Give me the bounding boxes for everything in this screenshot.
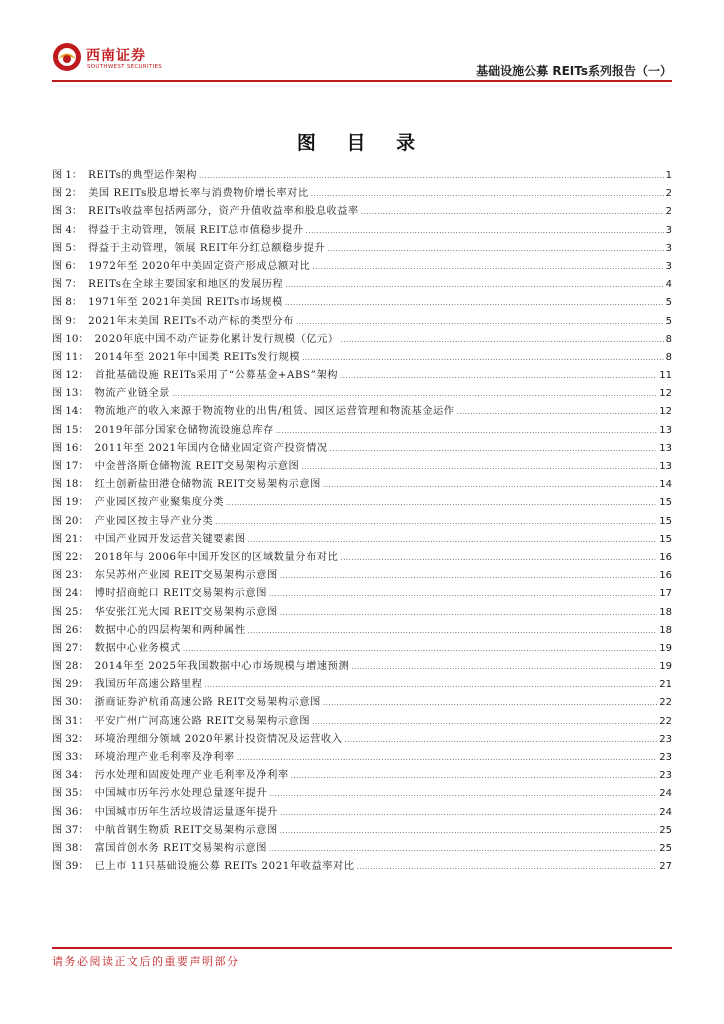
toc-entry-title: 数据中心的四层构架和两种属性 [94, 624, 246, 636]
toc-entry-number: 图 10： [52, 333, 89, 345]
toc-entry[interactable] [52, 422, 672, 440]
toc-entry-number: 图 16： [52, 442, 89, 454]
toc-entry[interactable] [52, 785, 672, 803]
toc-entry-title: 中国城市历年污水处理总量逐年提升 [94, 788, 268, 800]
toc-entry-page: 19 [659, 642, 672, 654]
toc-entry-title: 得益于主动管理，领展 REIT年分红总额稳步提升 [88, 242, 326, 254]
toc-entry-title: 已上市 11只基础设施公募 REITs 2021年收益率对比 [94, 861, 355, 873]
toc-entry-title: 1971年至 2021年美国 REITs市场规模 [88, 297, 283, 309]
toc-dot-leader [327, 240, 663, 258]
toc-entry[interactable] [52, 203, 672, 221]
toc-dot-leader [172, 385, 657, 403]
toc-entry-title: 数据中心业务模式 [94, 642, 181, 654]
toc-entry[interactable] [52, 385, 672, 403]
toc-dot-leader [280, 604, 657, 622]
toc-entry-title: REITs的典型运作架构 [88, 170, 198, 181]
toc-dot-leader [323, 694, 657, 712]
toc-entry-title: 物流产业链全景 [94, 388, 171, 400]
toc-dot-leader [312, 713, 657, 731]
page-title: 图 目 录 [296, 132, 428, 154]
header-divider [52, 80, 672, 82]
toc-dot-leader [204, 676, 657, 694]
toc-entry[interactable] [52, 185, 672, 203]
toc-entry-title: 华安张江光大园 REIT交易架构示意图 [94, 606, 278, 618]
toc-entry[interactable] [52, 531, 672, 549]
toc-entry-number: 图 7： [52, 279, 83, 291]
toc-entry[interactable] [52, 476, 672, 494]
toc-dot-leader [183, 640, 657, 658]
toc-entry[interactable] [52, 294, 672, 312]
toc-entry-title: REITs收益率包括两部分，资产升值收益率和股息收益率 [88, 206, 359, 218]
toc-entry-number: 图 5： [52, 242, 83, 254]
toc-dot-leader [280, 804, 657, 822]
toc-entry-title: 浙商证券沪杭甬高速公路 REIT交易架构示意图 [94, 697, 321, 709]
toc-entry-title: 中国产业园开发运营关键要素图 [94, 533, 246, 545]
toc-entry-title: 平安广州广河高速公路 REIT交易架构示意图 [94, 715, 311, 727]
toc-entry-number: 图 3： [52, 206, 83, 218]
toc-entry-page: 3 [665, 260, 672, 272]
toc-entry-number: 图 21： [52, 533, 89, 545]
toc-entry-title: 2014年至 2021年中国类 REITs发行规模 [94, 351, 301, 363]
toc-entry-page: 24 [659, 806, 672, 818]
toc-entry-title: 红土创新盐田港仓储物流 REIT交易架构示意图 [94, 479, 321, 491]
toc-entry[interactable] [52, 622, 672, 640]
toc-dot-leader [199, 167, 664, 185]
toc-entry-title: 产业园区按产业聚集度分类 [94, 497, 225, 509]
toc-entry-page: 16 [659, 570, 672, 582]
toc-entry[interactable] [52, 694, 672, 712]
toc-entry-title: 1972年至 2020年中美固定资产形成总额对比 [88, 260, 311, 272]
toc-entry-number: 图 36： [52, 806, 89, 818]
toc-entry[interactable] [52, 222, 672, 240]
toc-entry-number: 图 1： [52, 170, 83, 181]
logo-mark-icon [52, 42, 82, 72]
company-logo [52, 42, 172, 76]
toc-entry-page: 27 [659, 861, 672, 873]
toc-dot-leader [301, 458, 657, 476]
toc-dot-leader [457, 403, 658, 421]
toc-entry-page: 12 [659, 406, 672, 418]
toc-entry-page: 16 [659, 551, 672, 563]
toc-dot-leader [276, 422, 657, 440]
toc-entry-title: 环境治理细分领域 2020年累计投资情况及运营收入 [94, 733, 343, 745]
toc-entry-page: 12 [659, 388, 672, 400]
toc-entry[interactable] [52, 749, 672, 767]
toc-dot-leader [226, 494, 657, 512]
toc-entry-number: 图 15： [52, 424, 89, 436]
toc-entry-number: 图 11： [52, 351, 89, 363]
toc-entry[interactable] [52, 349, 672, 367]
toc-dot-leader [248, 622, 658, 640]
toc-entry[interactable] [52, 804, 672, 822]
toc-dot-leader [340, 549, 657, 567]
toc-entry-title: 东吴苏州产业园 REIT交易架构示意图 [94, 570, 278, 582]
report-series-title: 基础设施公募 REITs系列报告（一） [476, 64, 672, 78]
toc-entry-page: 13 [659, 424, 672, 436]
toc-entry-number: 图 24： [52, 588, 89, 600]
toc-entry-title: 中航首钢生物质 REIT交易架构示意图 [94, 824, 278, 836]
toc-entry[interactable] [52, 858, 672, 876]
toc-entry[interactable] [52, 549, 672, 567]
toc-entry-number: 图 12： [52, 370, 89, 382]
toc-entry-page: 2 [665, 188, 672, 200]
toc-entry[interactable] [52, 640, 672, 658]
logo-text-cn: 西南证券 [86, 48, 146, 64]
toc-entry-title: 2021年末美国 REITs不动产标的类型分布 [88, 315, 294, 327]
toc-entry-page: 18 [659, 606, 672, 618]
toc-entry[interactable] [52, 403, 672, 421]
toc-entry-page: 5 [665, 315, 672, 327]
toc-entry[interactable] [52, 367, 672, 385]
toc-dot-leader [330, 440, 658, 458]
toc-entry-number: 图 39： [52, 861, 89, 873]
toc-dot-leader [248, 531, 658, 549]
toc-dot-leader [323, 476, 657, 494]
toc-entry-page: 19 [659, 661, 672, 673]
toc-entry[interactable] [52, 731, 672, 749]
toc-entry-number: 图 25： [52, 606, 89, 618]
toc-entry-title: 富国首创水务 REIT交易架构示意图 [94, 842, 267, 854]
toc-entry[interactable] [52, 513, 672, 531]
toc-dot-leader [306, 222, 664, 240]
toc-entry[interactable] [52, 494, 672, 512]
toc-entry-page: 23 [659, 752, 672, 763]
toc-entry-title: 2014年至 2025年我国数据中心市场规模与增速预测 [94, 661, 350, 673]
logo-text-en: SOUTHWEST SECURITIES [87, 64, 163, 70]
toc-entry[interactable] [52, 276, 672, 294]
toc-entry-page: 23 [659, 770, 672, 782]
toc-entry-number: 图 14： [52, 406, 89, 418]
toc-dot-leader [357, 858, 658, 876]
toc-entry-title: 产业园区按主导产业分类 [94, 515, 214, 527]
toc-entry-number: 图 27： [52, 642, 89, 654]
toc-dot-leader [269, 785, 657, 803]
toc-entry[interactable] [52, 585, 672, 603]
toc-entry-page: 5 [665, 297, 672, 309]
toc-entry-page: 13 [659, 461, 672, 472]
toc-entry-page: 15 [659, 515, 672, 527]
toc-entry-title: 环境治理产业毛利率及净利率 [94, 752, 235, 763]
toc-entry-page: 25 [659, 824, 672, 836]
toc-dot-leader [285, 276, 663, 294]
toc-dot-leader [280, 822, 657, 840]
toc-entry-page: 2 [665, 206, 672, 218]
footer-disclaimer: 请务必阅读正文后的重要声明部分 [52, 955, 240, 968]
toc-entry-title: REITs在全球主要国家和地区的发展历程 [88, 279, 284, 291]
toc-entry-number: 图 4： [52, 224, 83, 236]
toc-entry-number: 图 2： [52, 188, 83, 200]
toc-entry-page: 14 [659, 479, 672, 491]
toc-entry[interactable] [52, 458, 672, 476]
toc-entry-number: 图 29： [52, 679, 89, 691]
toc-entry-number: 图 26： [52, 624, 89, 636]
toc-dot-leader [311, 185, 664, 203]
toc-entry-page: 23 [659, 733, 672, 745]
toc-entry-page: 4 [665, 279, 672, 291]
toc-entry-number: 图 6： [52, 260, 83, 272]
toc-entry-page: 8 [665, 351, 672, 363]
toc-entry[interactable] [52, 658, 672, 676]
toc-entry-page: 3 [665, 242, 672, 254]
toc-dot-leader [361, 203, 664, 221]
toc-dot-leader [296, 313, 664, 331]
toc-entry[interactable] [52, 240, 672, 258]
toc-entry-number: 图 17： [52, 461, 89, 472]
toc-entry[interactable] [52, 604, 672, 622]
toc-entry-title: 2020年底中国不动产证券化累计发行规模（亿元） [94, 333, 339, 345]
page-header [0, 0, 724, 82]
toc-dot-leader [285, 294, 664, 312]
toc-entry[interactable] [52, 822, 672, 840]
toc-dot-leader [269, 585, 657, 603]
toc-entry[interactable] [52, 840, 672, 858]
toc-dot-leader [340, 367, 657, 385]
toc-entry-title: 中国城市历年生活垃圾清运量逐年提升 [94, 806, 278, 818]
toc-entry-page: 25 [659, 842, 672, 854]
toc-entry-number: 图 31： [52, 715, 89, 727]
toc-entry-page: 11 [659, 370, 672, 382]
toc-entry-number: 图 8： [52, 297, 83, 309]
toc-entry-title: 我国历年高速公路里程 [94, 679, 203, 691]
toc-entry-page: 18 [659, 624, 672, 636]
toc-entry-number: 图 19： [52, 497, 89, 509]
toc-entry-title: 得益于主动管理，领展 REIT总市值稳步提升 [88, 224, 304, 236]
toc-entry-number: 图 32： [52, 733, 89, 745]
toc-entry-page: 22 [659, 697, 672, 709]
toc-entry-title: 美国 REITs股息增长率与消费物价增长率对比 [88, 188, 309, 200]
toc-entry-title: 2018年与 2006年中国开发区的区域数量分布对比 [94, 551, 339, 563]
toc-entry-number: 图 35： [52, 788, 89, 800]
toc-dot-leader [237, 749, 657, 767]
toc-entry-page: 8 [665, 333, 672, 345]
toc-entry-number: 图 28： [52, 661, 89, 673]
toc-entry-number: 图 33： [52, 752, 89, 763]
toc-dot-leader [302, 349, 663, 367]
toc-entry-title: 中金普洛斯仓储物流 REIT交易架构示意图 [94, 461, 300, 472]
figure-table-of-contents [52, 167, 672, 876]
toc-dot-leader [291, 767, 658, 785]
toc-entry-title: 2011年至 2021年国内仓储业固定资产投资情况 [94, 442, 328, 454]
toc-entry-title: 物流地产的收入来源于物流物业的出售/租赁、园区运营管理和物流基金运作 [94, 406, 455, 418]
toc-entry-page: 13 [659, 442, 672, 454]
toc-entry-page: 3 [665, 224, 672, 236]
toc-entry-page: 21 [659, 679, 672, 691]
toc-entry[interactable] [52, 767, 672, 785]
toc-entry-page: 17 [659, 588, 672, 600]
toc-entry-page: 1 [665, 170, 672, 181]
toc-entry[interactable] [52, 567, 672, 585]
toc-entry-page: 22 [659, 715, 672, 727]
toc-entry[interactable] [52, 331, 672, 349]
footer-divider [52, 947, 672, 949]
toc-entry-number: 图 38： [52, 842, 89, 854]
toc-dot-leader [312, 258, 663, 276]
toc-entry-number: 图 34： [52, 770, 89, 782]
toc-entry-page: 15 [659, 533, 672, 545]
toc-entry[interactable] [52, 258, 672, 276]
toc-dot-leader [269, 840, 657, 858]
toc-entry[interactable] [52, 676, 672, 694]
toc-entry[interactable] [52, 713, 672, 731]
toc-dot-leader [351, 658, 657, 676]
toc-entry-number: 图 13： [52, 388, 89, 400]
toc-entry-number: 图 30： [52, 697, 89, 709]
toc-entry-number: 图 22： [52, 551, 89, 563]
toc-entry-number: 图 18： [52, 479, 89, 491]
toc-entry-title: 博时招商蛇口 REIT交易架构示意图 [94, 588, 267, 600]
toc-entry-page: 15 [659, 497, 672, 509]
toc-entry[interactable] [52, 167, 672, 185]
toc-entry-number: 图 37： [52, 824, 89, 836]
toc-entry-page: 24 [659, 788, 672, 800]
toc-entry-title: 2019年部分国家仓储物流设施总库存 [94, 424, 274, 436]
toc-entry-title: 污水处理和固废处理产业毛利率及净利率 [94, 770, 289, 782]
toc-dot-leader [215, 513, 657, 531]
toc-dot-leader [280, 567, 657, 585]
toc-entry[interactable] [52, 440, 672, 458]
toc-dot-leader [345, 731, 658, 749]
toc-entry-number: 图 9： [52, 315, 83, 327]
toc-entry-number: 图 23： [52, 570, 89, 582]
toc-entry-number: 图 20： [52, 515, 89, 527]
toc-entry[interactable] [52, 313, 672, 331]
toc-entry-title: 首批基础设施 REITs采用了“公募基金+ABS”架构 [94, 370, 339, 382]
toc-dot-leader [341, 331, 664, 349]
